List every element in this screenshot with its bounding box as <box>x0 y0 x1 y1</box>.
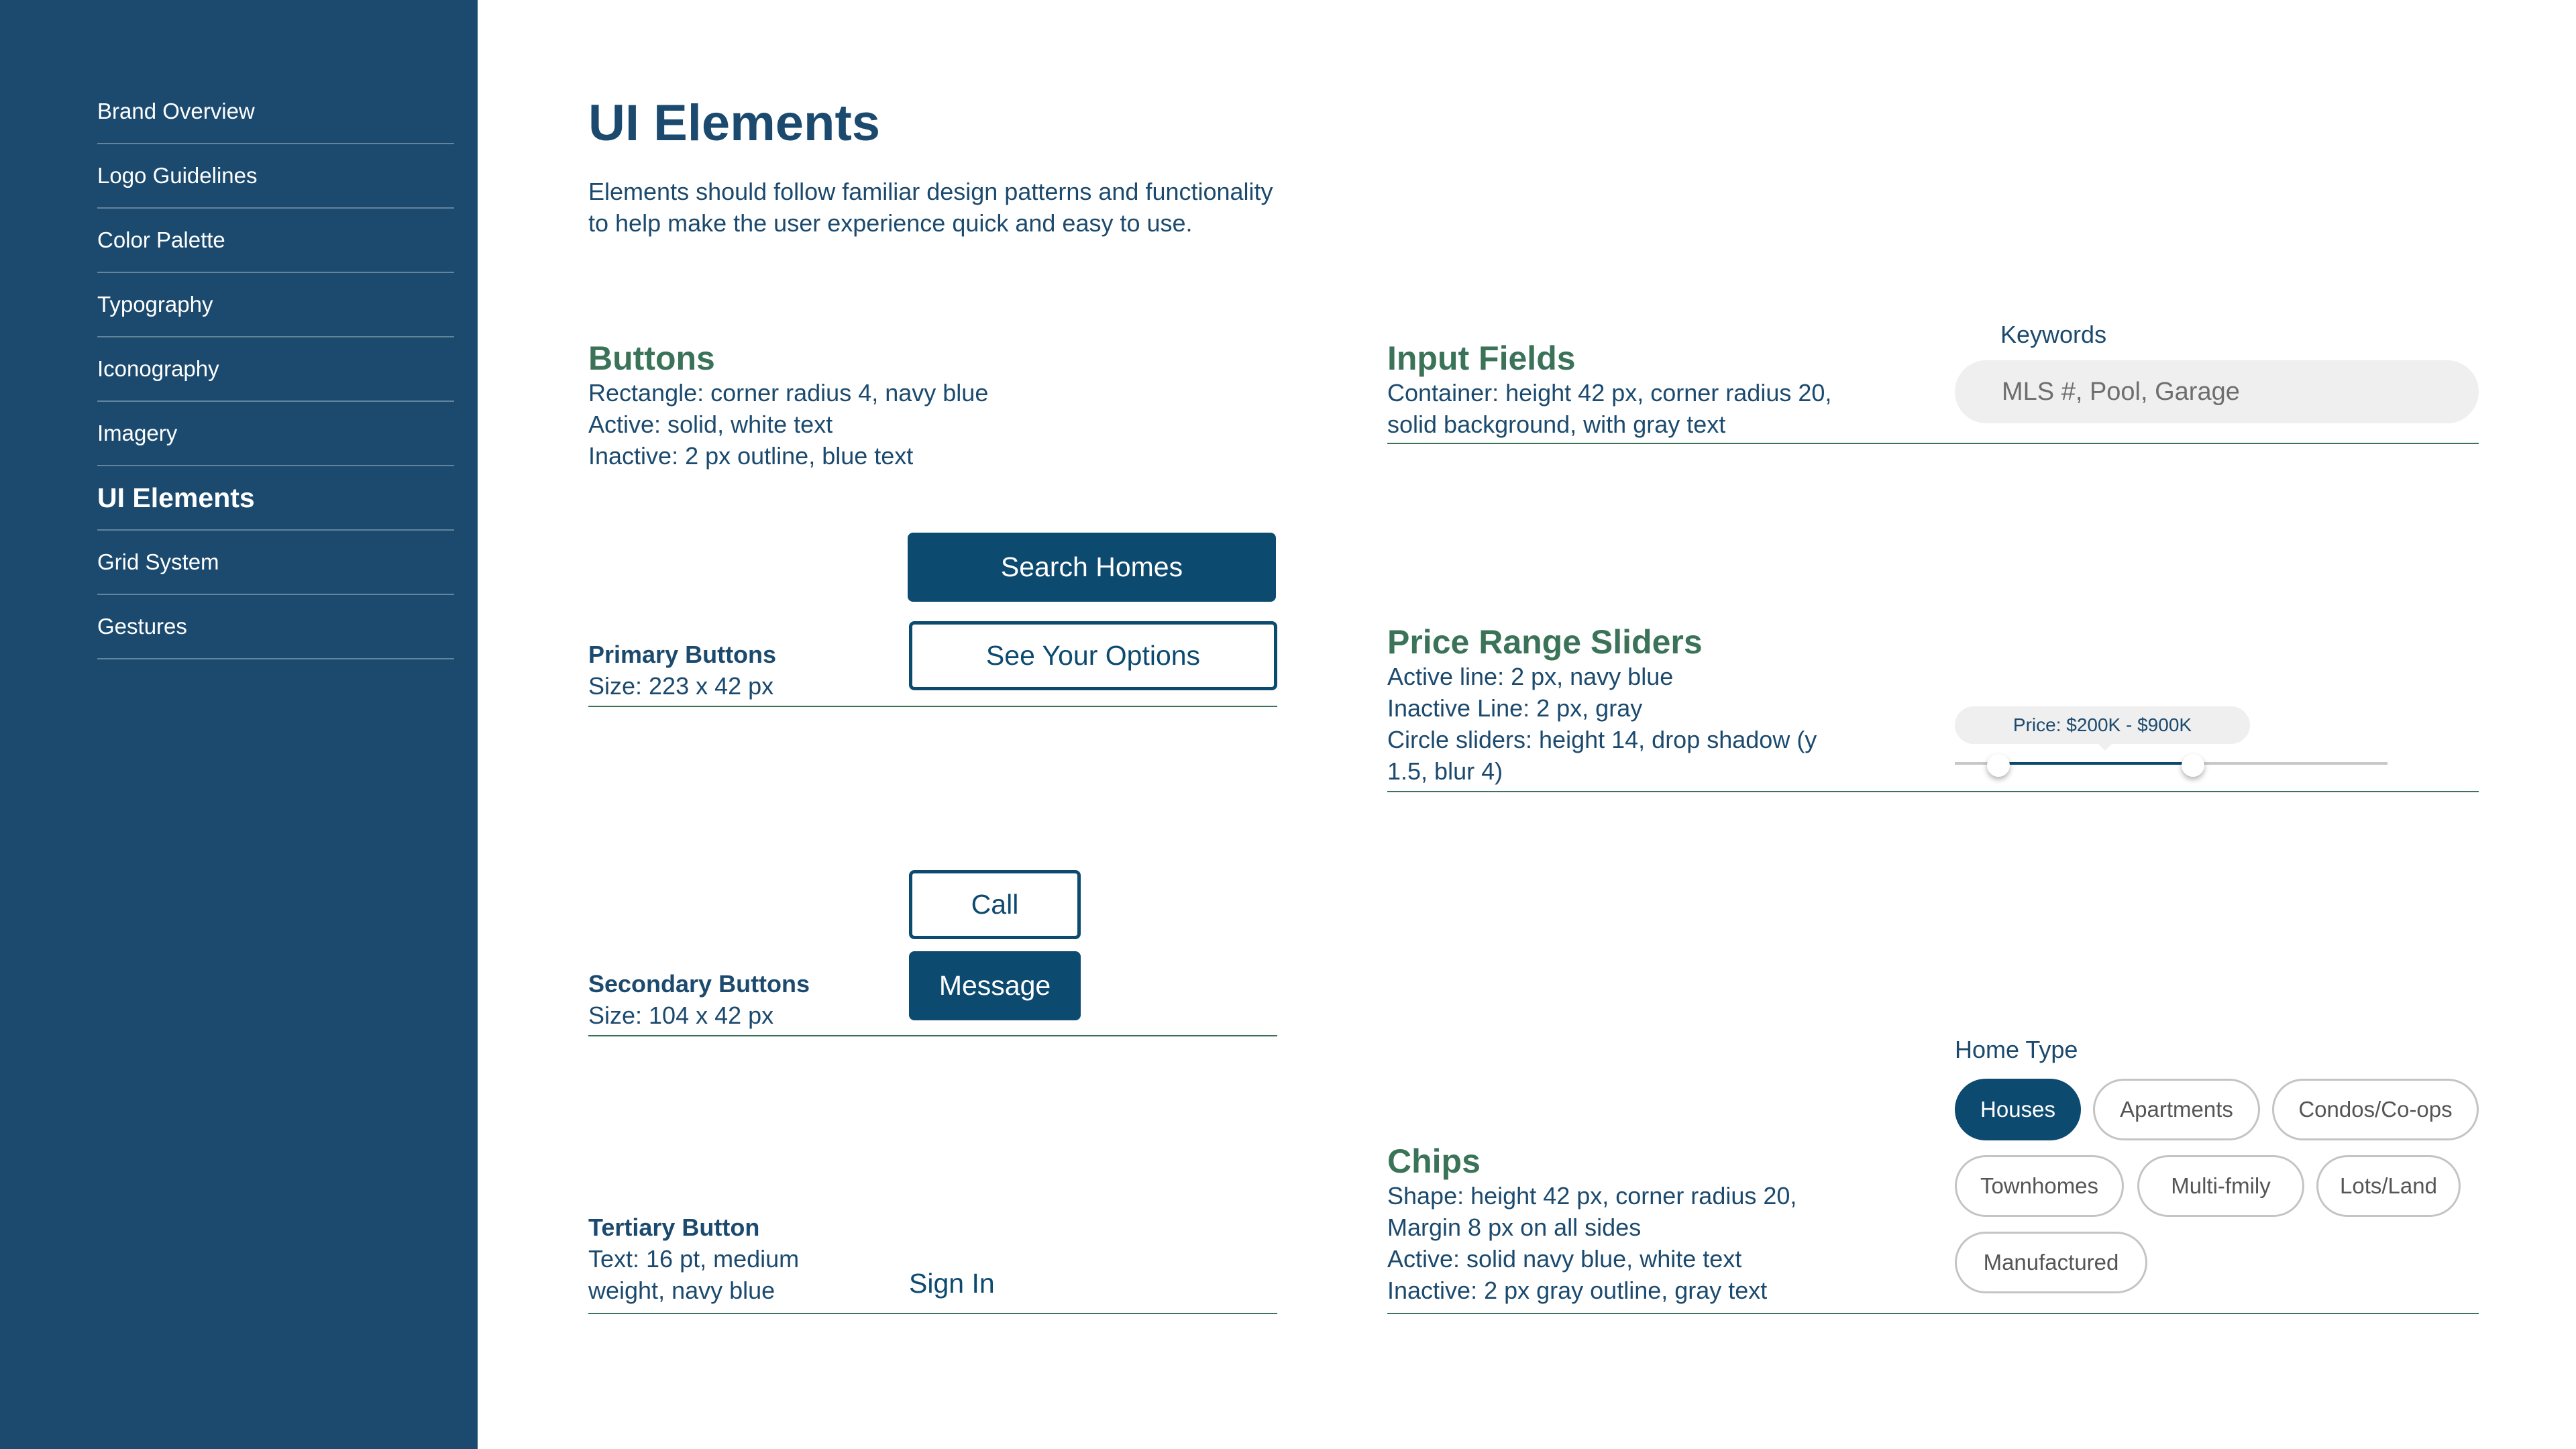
chip-condos-co-ops[interactable]: Condos/Co-ops <box>2272 1079 2479 1140</box>
price-slider-active-range <box>1998 762 2193 765</box>
divider <box>1387 1313 2479 1314</box>
buttons-heading: Buttons <box>588 339 715 377</box>
divider <box>588 706 1277 707</box>
primary-buttons-size: Size: 223 x 42 px <box>588 672 774 700</box>
chip-lots-land[interactable]: Lots/Land <box>2316 1155 2461 1217</box>
chips-desc-line: Margin 8 px on all sides <box>1387 1214 1642 1241</box>
keywords-label: Keywords <box>2000 321 2107 348</box>
sliders-desc-line: Circle sliders: height 14, drop shadow (y <box>1387 726 1817 753</box>
price-slider-track[interactable] <box>1955 762 2387 765</box>
sidebar-item-brand-overview[interactable]: Brand Overview <box>97 80 454 144</box>
input-fields-desc-line: solid background, with gray text <box>1387 411 1726 438</box>
input-fields-heading: Input Fields <box>1387 339 1576 377</box>
input-fields-description <box>1387 377 1831 440</box>
divider <box>588 1035 1277 1036</box>
chips-desc-line: Shape: height 42 px, corner radius 20, <box>1387 1182 1797 1210</box>
page-title: UI Elements <box>588 95 881 152</box>
sidebar-item-typography[interactable]: Typography <box>97 273 454 337</box>
call-button[interactable]: Call <box>909 870 1081 939</box>
sliders-desc-line: Inactive Line: 2 px, gray <box>1387 694 1643 722</box>
sidebar-item-iconography[interactable]: Iconography <box>97 337 454 402</box>
sidebar-item-grid-system[interactable]: Grid System <box>97 531 454 595</box>
sidebar <box>0 0 478 1449</box>
price-tooltip: Price: $200K - $900K <box>1955 706 2250 744</box>
chip-townhomes[interactable]: Townhomes <box>1955 1155 2124 1217</box>
sidebar-item-imagery[interactable]: Imagery <box>97 402 454 466</box>
secondary-buttons-size: Size: 104 x 42 px <box>588 1002 774 1029</box>
input-fields-desc-line: Container: height 42 px, corner radius 20, <box>1387 379 1832 407</box>
sidebar-item-color-palette[interactable]: Color Palette <box>97 209 454 273</box>
see-your-options-button[interactable]: See Your Options <box>909 621 1277 690</box>
sliders-description <box>1387 661 1870 787</box>
primary-buttons-label: Primary Buttons <box>588 641 777 668</box>
chip-multi-family[interactable]: Multi-fmily <box>2137 1155 2304 1217</box>
sliders-desc-line: Active line: 2 px, navy blue <box>1387 663 1674 690</box>
search-homes-button[interactable]: Search Homes <box>908 533 1276 602</box>
sidebar-item-gestures[interactable]: Gestures <box>97 595 454 659</box>
tertiary-button-desc-line: weight, navy blue <box>588 1277 775 1304</box>
buttons-desc-line: Rectangle: corner radius 4, navy blue <box>588 379 989 407</box>
tertiary-button-label: Tertiary Button <box>588 1214 760 1241</box>
chips-heading: Chips <box>1387 1142 1481 1180</box>
sliders-desc-line: 1.5, blur 4) <box>1387 757 1503 785</box>
message-button[interactable]: Message <box>909 951 1081 1020</box>
sidebar-nav <box>97 80 454 659</box>
secondary-buttons-label: Secondary Buttons <box>588 970 810 998</box>
tertiary-button-caption <box>588 1212 799 1306</box>
chips-desc-line: Active: solid navy blue, white text <box>1387 1245 1742 1273</box>
buttons-desc-line: Active: solid, white text <box>588 411 833 438</box>
chip-apartments[interactable]: Apartments <box>2093 1079 2260 1140</box>
divider <box>1387 443 2479 444</box>
sidebar-item-logo-guidelines[interactable]: Logo Guidelines <box>97 144 454 209</box>
primary-buttons-caption <box>588 639 776 702</box>
tertiary-button-desc-line: Text: 16 pt, medium <box>588 1245 800 1273</box>
home-type-label: Home Type <box>1955 1036 2078 1063</box>
price-slider-min-handle[interactable] <box>1987 754 2010 777</box>
page-intro: Elements should follow familiar design patterns and functionality to help make the user experience quick and easy to use. <box>588 178 1273 237</box>
keywords-input[interactable] <box>1955 360 2479 423</box>
chips-desc-line: Inactive: 2 px gray outline, gray text <box>1387 1277 1768 1304</box>
buttons-description <box>588 377 988 472</box>
divider <box>588 1313 1277 1314</box>
sidebar-item-ui-elements[interactable]: UI Elements <box>97 466 454 531</box>
buttons-desc-line: Inactive: 2 px outline, blue text <box>588 442 914 470</box>
sliders-heading: Price Range Sliders <box>1387 623 1703 661</box>
price-slider-max-handle[interactable] <box>2182 754 2204 777</box>
chips-description <box>1387 1180 1796 1306</box>
sign-in-button[interactable]: Sign In <box>909 1268 995 1299</box>
divider <box>1387 791 2479 792</box>
secondary-buttons-caption <box>588 968 810 1031</box>
chip-houses[interactable]: Houses <box>1955 1079 2081 1140</box>
chip-manufactured[interactable]: Manufactured <box>1955 1232 2147 1293</box>
price-tooltip-pointer <box>2096 741 2114 751</box>
